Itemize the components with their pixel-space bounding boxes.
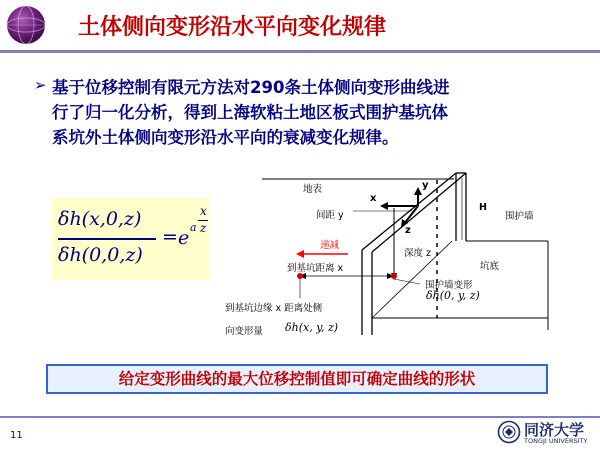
ground-surface-label: 地表 <box>303 184 323 195</box>
wall-deformation-label: 围护墙变形 <box>425 280 473 291</box>
slide-title: 土体侧向变形沿水平向变化规律 <box>78 15 387 40</box>
bullet-arrow-icon: ➢ <box>34 76 47 94</box>
formula-exp-coef: a <box>190 221 197 234</box>
soil-deformation-label-line2: 向变形量 <box>225 326 264 337</box>
page-number: 11 <box>10 430 23 441</box>
retaining-wall-label: 围护墙 <box>505 211 534 222</box>
bullet-text-line-2: 行了归一化分析，得到上海软粘土地区板式围护基坑体 <box>52 103 448 122</box>
soil-deformation-formula: δh(x, y, z) <box>285 321 339 334</box>
formula-exp-denominator: z <box>200 221 207 235</box>
depth-z-label: 深度 z <box>404 248 432 259</box>
bullet-text-line-1: 基于位移控制有限元方法对290条土体侧向变形曲线进 <box>52 78 450 97</box>
pit-bottom-label: 坑底 <box>480 261 500 272</box>
bullet-text-line-3: 系坑外土体侧向变形沿水平向的衰减变化规律。 <box>52 128 399 147</box>
formula-denominator: δh(0,0,z) <box>58 244 143 266</box>
formula-exp-numerator: x <box>200 204 207 218</box>
spacing-y-label: 间距 y <box>316 210 344 221</box>
distance-to-pit-label: 到基坑距离 x <box>287 263 344 274</box>
axis-z-label: z <box>405 225 411 236</box>
university-subtitle: TONGJI UNIVERSITY <box>524 437 588 445</box>
height-h-label: H <box>479 202 487 213</box>
axis-x-label: x <box>370 193 377 204</box>
university-name: 同济大学 <box>524 421 585 439</box>
footer-divider <box>0 416 600 418</box>
formula-equals: = <box>162 226 178 248</box>
university-seal-icon <box>497 420 521 444</box>
wall-deformation-formula: δh(0, y, z) <box>426 289 480 302</box>
formula-numerator: δh(x,0,z) <box>58 208 142 230</box>
formula-exp-base: e <box>178 227 190 249</box>
decrease-label: 递减 <box>320 240 340 251</box>
conclusion-banner: 给定变形曲线的最大位移控制值即可确定曲线的形状 <box>46 364 548 394</box>
axis-y-label: y <box>422 180 429 191</box>
soil-deformation-label-line1: 到基坑边缘 x 距离处侧 <box>225 303 323 314</box>
